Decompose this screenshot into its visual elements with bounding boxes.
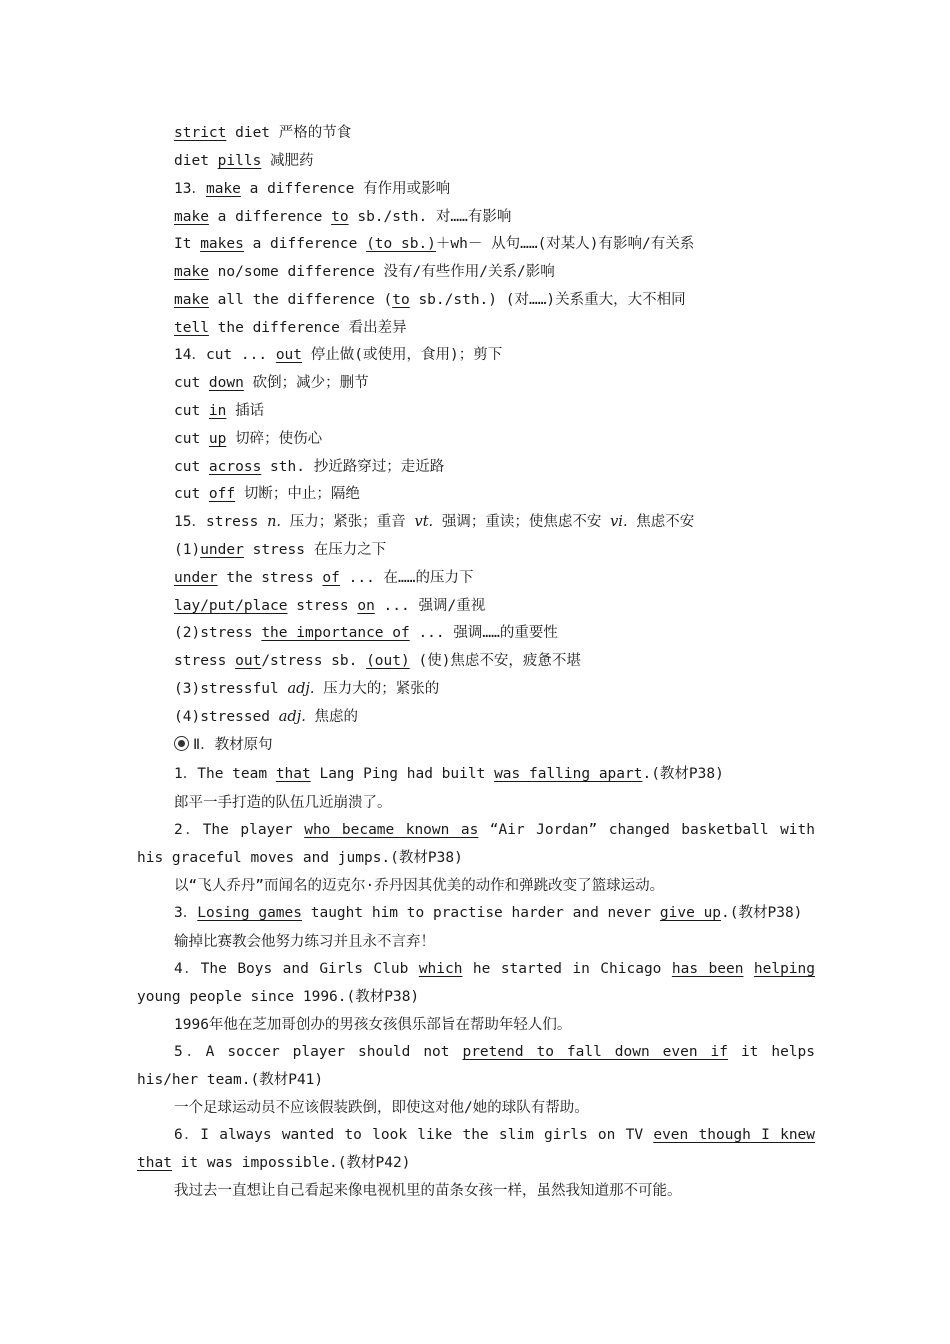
translation-6: 我过去一直想让自己看起来像电视机里的苗条女孩一样，虽然我知道那不可能。 [174,1183,682,1199]
translation-5: 一个足球运动员不应该假装跌倒，即使这对他/她的球队有帮助。 [174,1100,589,1116]
sentence-3: 3．Losing games taught him to practise harder and never give up.(教材P38) [174,905,803,921]
sentence-6: 6．I always wanted to look like the slim girls on TV even though I knew that it was impossible.(教材P42) [137,1127,816,1171]
vocab-line: diet pills 减肥药 [174,153,314,169]
vocab-line: (1)under stress 在压力之下 [174,542,387,558]
vocab-line: strict diet 严格的节食 [174,125,352,141]
vocab-line: stress out/stress sb. (out) (使)焦虑不安，疲惫不堪 [174,653,581,669]
vocab-line: tell the difference 看出差异 [174,320,407,336]
vocab-line: make a difference to sb./sth. 对……有影响 [174,209,512,225]
translation-3: 输掉比赛教会他努力练习并且永不言弃！ [174,934,435,950]
vocab-line: cut down 砍倒；减少；删节 [174,375,369,391]
translation-2: 以“飞人乔丹”而闻名的迈克尔·乔丹因其优美的动作和弹跳改变了篮球运动。 [174,878,665,894]
sentence-1: 1．The team that Lang Ping had built was falling apart.(教材P38) [174,766,724,782]
vocab-line: make no/some difference 没有/有些作用/关系/影响 [174,264,555,280]
radio-bullet-icon [174,736,189,751]
vocab-line: cut across sth. 抄近路穿过；走近路 [174,459,445,475]
vocab-line: It makes a difference (to sb.)＋wh－ 从句……(对某人)有影响/有关系 [174,236,695,252]
translation-4: 1996年他在芝加哥创办的男孩女孩俱乐部旨在帮助年轻人们。 [174,1017,572,1033]
vocab-line: cut up 切碎；使伤心 [174,431,323,447]
vocab-line: make all the difference (to sb./sth.) (对……)关系重大，大不相同 [174,292,686,308]
vocab-line: cut in 插话 [174,403,265,419]
vocab-line: 13．make a difference 有作用或影响 [174,181,451,197]
sentence-2: 2．The player who became known as “Air Jordan” changed basketball with his graceful moves and jumps.(教材P38) [137,822,815,866]
vocab-line: cut off 切断；中止；隔绝 [174,486,360,502]
vocab-line: 15．stress n. 压力；紧张；重音 vt. 强调；重读；使焦虑不安 vi. 焦虑不安 [174,514,695,530]
vocab-line: under the stress of ... 在……的压力下 [174,570,474,586]
sentence-5: 5．A soccer player should not pretend to fall down even if it helps his/her team.(教材P41) [137,1044,816,1088]
translation-1: 郎平一手打造的队伍几近崩溃了。 [174,795,392,811]
vocab-line: (4)stressed adj. 焦虑的 [174,709,359,725]
vocab-line: (3)stressful adj. 压力大的；紧张的 [174,681,440,697]
vocab-line: lay/put/place stress on ... 强调/重视 [174,598,486,614]
sentence-4: 4．The Boys and Girls Club which he started in Chicago has been helping young people since 1996.(教材P38) [137,961,815,1005]
vocab-line: (2)stress the importance of ... 强调……的重要性 [174,625,558,641]
section-heading: Ⅱ．教材原句 [174,735,273,755]
vocab-line: 14．cut ... out 停止做(或使用，食用)；剪下 [174,347,503,363]
